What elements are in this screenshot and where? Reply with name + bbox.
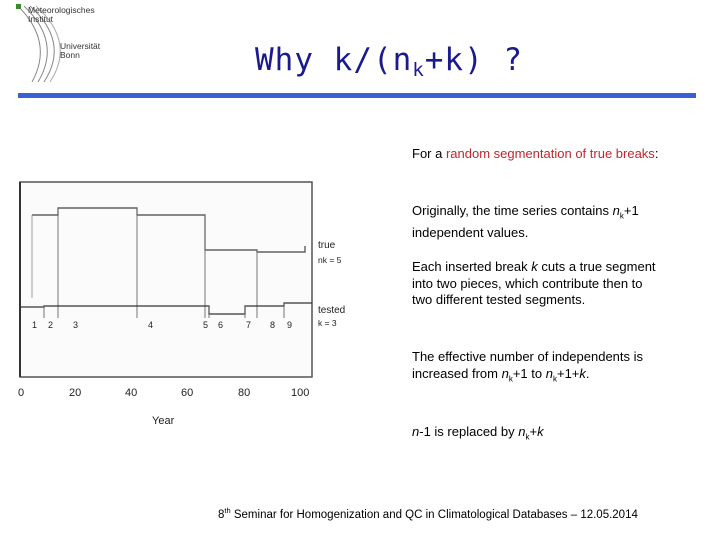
p4-k1: k <box>508 374 513 384</box>
x-tick-label: 20 <box>69 387 82 399</box>
segment-number: 2 <box>48 320 54 330</box>
segment-number: 5 <box>203 320 209 330</box>
p2-text: Originally, the time series contains <box>412 203 610 218</box>
title-divider <box>18 93 696 98</box>
true-nk-label: nk = 5 <box>318 255 342 265</box>
logo-line-3: Universität <box>60 41 101 51</box>
p5-n: n <box>412 424 420 439</box>
p4-n2: n <box>545 365 553 381</box>
segmentation-figure <box>14 178 364 428</box>
footer-ordinal: th <box>224 506 231 515</box>
p5-n2: n <box>518 424 526 439</box>
segment-number: 1 <box>32 320 38 330</box>
p4-plus: +1+ <box>556 365 580 381</box>
logo-line-4: Bonn <box>60 50 80 60</box>
paragraph-effective-number <box>412 349 662 388</box>
logo-line-1: Meteorologisches <box>28 5 95 15</box>
segment-number: 6 <box>218 320 224 330</box>
p4-k3: k <box>579 365 586 381</box>
segment-number: 3 <box>73 320 79 330</box>
footer-text: Seminar for Homogenization and QC in Climatological Databases – 12.05.2014 <box>230 508 638 521</box>
footer-seminar <box>218 506 638 521</box>
x-tick-label: 40 <box>125 387 138 399</box>
p1-colon: : <box>654 146 659 161</box>
p3-text-end: cuts a true segment into two pieces, which contribute then to two different tested segments. <box>412 259 656 307</box>
paragraph-inserted-break <box>412 259 662 309</box>
p5-text: -1 is replaced by <box>419 424 515 439</box>
true-label: true <box>318 240 336 251</box>
plot-area <box>21 183 311 376</box>
p3-k: k <box>531 259 538 274</box>
segmentation-plot <box>14 178 364 428</box>
segment-number: 4 <box>148 320 154 330</box>
footer-number: 8 <box>218 508 225 521</box>
p5-plus: + <box>529 424 538 439</box>
p4-text-mid: +1 to <box>512 365 543 381</box>
x-tick-label: 60 <box>181 387 194 399</box>
slide-title <box>255 42 523 81</box>
p4-text: The effective number of independents is increased from <box>412 349 644 381</box>
title-tail: +k) ? <box>424 42 524 78</box>
p3-text: Each inserted break <box>412 259 528 274</box>
tested-k-label: k = 3 <box>318 318 337 328</box>
paragraph-original-values <box>412 203 662 242</box>
x-tick-label: 100 <box>291 387 310 399</box>
p2-k: k <box>619 211 624 221</box>
segment-number: 9 <box>287 320 293 330</box>
tested-label: tested <box>318 305 346 316</box>
p1-text: For a <box>412 146 443 161</box>
paragraph-replacement <box>412 424 662 446</box>
p2-text-end: +1 independent values. <box>412 203 639 241</box>
segment-number: 8 <box>270 320 276 330</box>
x-tick-label: 0 <box>18 387 25 399</box>
p5-k2: k <box>537 424 544 439</box>
university-logo <box>14 2 114 84</box>
p4-k2: k <box>552 374 557 384</box>
title-subscript: k <box>412 59 425 81</box>
x-tick-label: 80 <box>238 387 251 399</box>
p1-highlight: random segmentation of true breaks <box>445 146 655 161</box>
title-main: Why k/(n <box>255 42 413 78</box>
p4-period: . <box>585 365 590 381</box>
p4-n1: n <box>501 365 509 381</box>
p5-k: k <box>525 432 530 442</box>
segment-number: 7 <box>246 320 252 330</box>
x-axis-label: Year <box>152 415 175 427</box>
p2-n: n <box>612 203 620 218</box>
logo-line-2: Institut <box>28 14 54 24</box>
paragraph-random-segmentation <box>412 146 662 163</box>
